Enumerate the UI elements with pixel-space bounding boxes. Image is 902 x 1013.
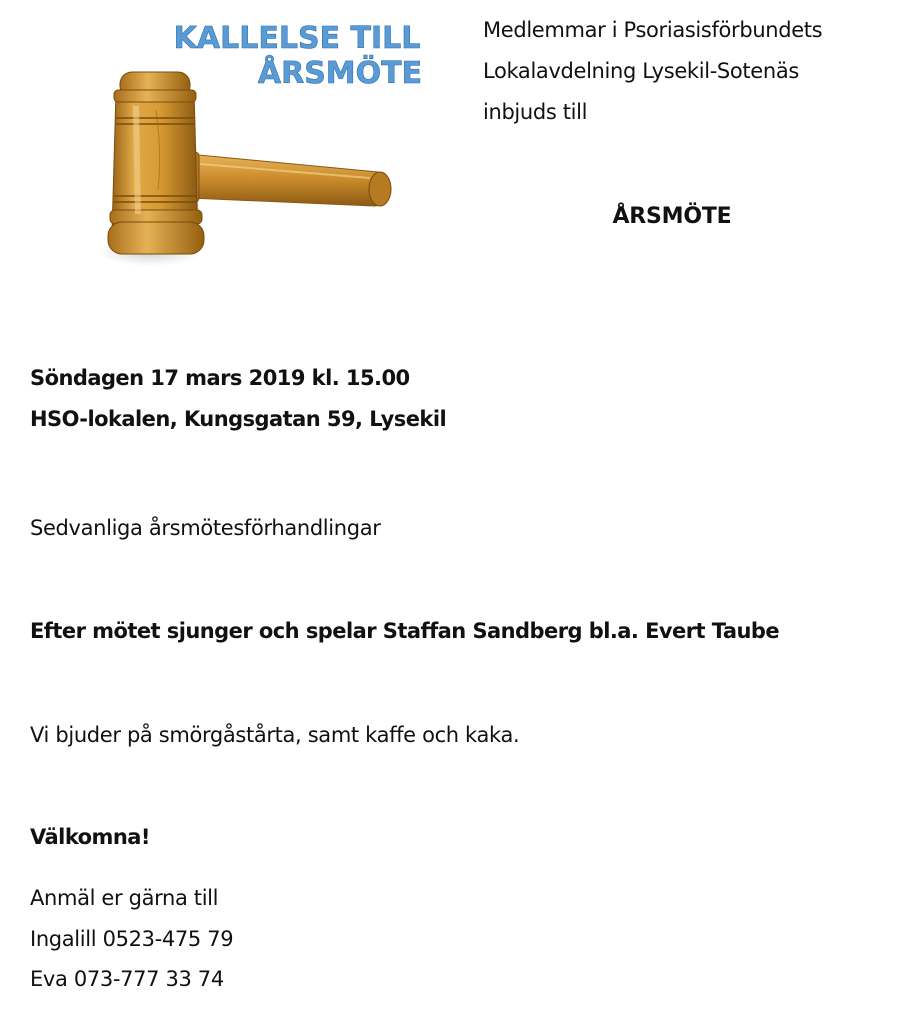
registration-contact-1: Ingalill 0523-475 79 — [30, 927, 234, 951]
gavel-icon — [100, 14, 445, 276]
gavel-illustration — [100, 14, 445, 276]
intro-line-2: Lokalavdelning Lysekil-Sotenäs — [483, 59, 799, 83]
illustration-caption-line1: KALLELSE TILL — [173, 21, 421, 56]
agenda-text: Sedvanliga årsmötesförhandlingar — [30, 516, 381, 540]
meeting-heading: ÅRSMÖTE — [612, 204, 732, 229]
event-location: HSO-lokalen, Kungsgatan 59, Lysekil — [30, 407, 447, 431]
intro-line-1: Medlemmar i Psoriasisförbundets — [483, 18, 823, 42]
entertainment-text: Efter mötet sjunger och spelar Staffan Sandberg bl.a. Evert Taube — [30, 619, 780, 643]
registration-intro: Anmäl er gärna till — [30, 886, 219, 910]
welcome-text: Välkomna! — [30, 825, 150, 849]
intro-line-3: inbjuds till — [483, 100, 588, 124]
registration-contact-2: Eva 073-777 33 74 — [30, 967, 224, 991]
invitation-intro — [483, 10, 898, 133]
illustration-caption-line2: ÅRSMÖTE — [257, 56, 423, 91]
event-datetime: Söndagen 17 mars 2019 kl. 15.00 — [30, 366, 410, 390]
refreshments-text: Vi bjuder på smörgåstårta, samt kaffe och kaka. — [30, 723, 520, 747]
